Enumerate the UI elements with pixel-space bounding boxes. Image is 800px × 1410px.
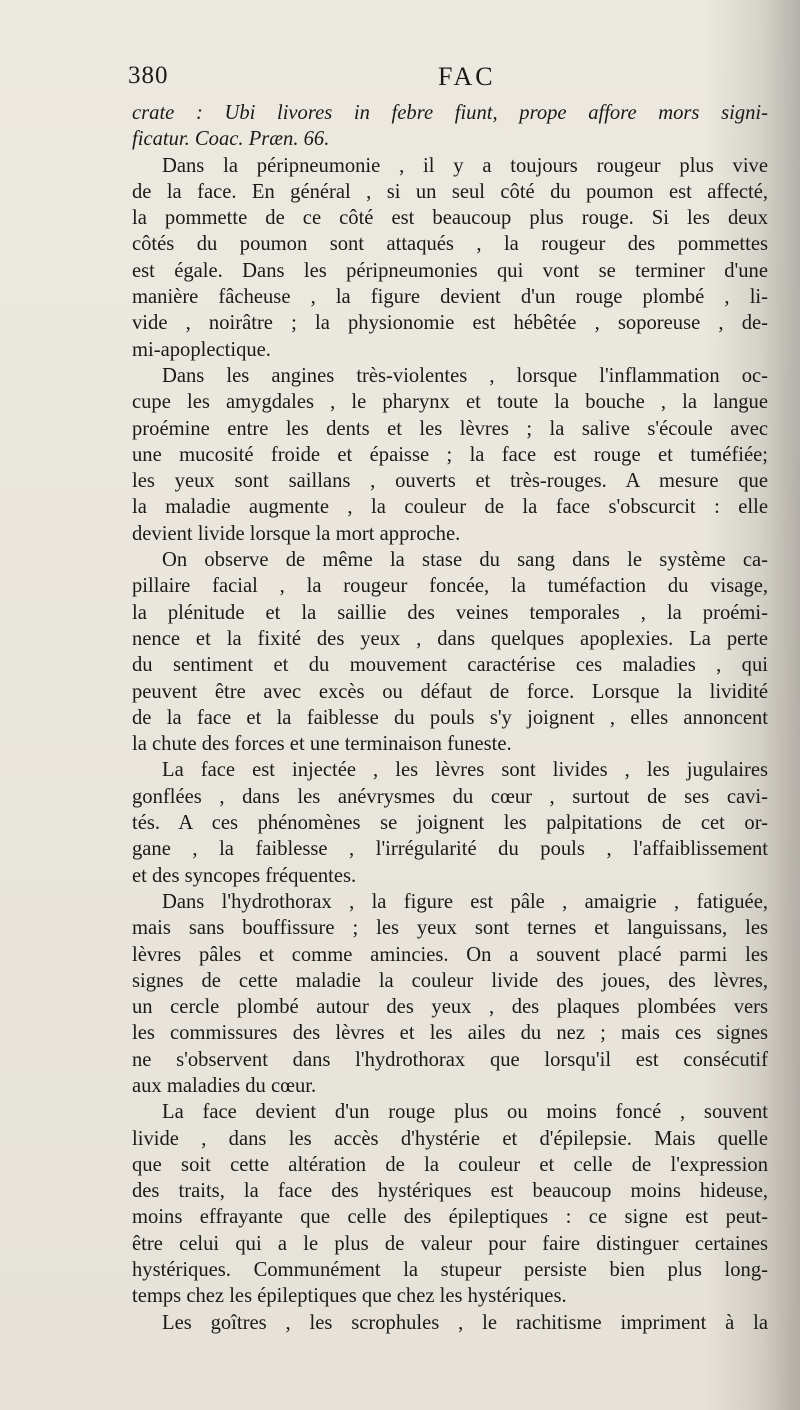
text-line: signes de cette maladie la couleur livide des joues, des lèvres, [132, 969, 768, 992]
text-line: la chute des forces et une terminaison funeste. [132, 733, 512, 756]
text-line: des traits, la face des hystériques est beaucoup moins hideuse, [132, 1180, 768, 1203]
text-line: tés. A ces phénomènes se joignent les palpitations de cet or- [132, 812, 768, 835]
body-text [132, 100, 768, 1336]
paragraph [132, 757, 768, 888]
page-number: 380 [128, 62, 169, 89]
page-header [128, 62, 768, 96]
text-line: la maladie augmente , la couleur de la face s'obscurcit : elle [132, 496, 768, 519]
text-line: Dans les angines très-violentes , lorsque l'inflammation oc- [162, 364, 768, 387]
paragraph [132, 547, 768, 757]
text-line: ne s'observent dans l'hydrothorax que lorsqu'il est consécutif [132, 1048, 768, 1071]
text-line: du sentiment et du mouvement caractérise ces maladies , qui [132, 654, 768, 677]
text-line: peuvent être avec excès ou défaut de force. Lorsque la lividité [132, 680, 768, 703]
paragraph [132, 100, 768, 153]
text-line: côtés du poumon sont attaqués , la rougeur des pommettes [132, 233, 768, 256]
text-line: nence et la fixité des yeux , dans quelques apoplexies. La perte [132, 627, 768, 650]
text-line: mais sans bouffissure ; les yeux sont ternes et languissans, les [132, 917, 768, 940]
text-line: la plénitude et la saillie des veines temporales , la proémi- [132, 601, 768, 624]
paragraph [132, 1310, 768, 1336]
text-line: mi-apoplectique. [132, 338, 271, 361]
text-line: est égale. Dans les péripneumonies qui vont se terminer d'une [132, 259, 768, 282]
text-line: proémine entre les dents et les lèvres ; la salive s'écoule avec [132, 417, 768, 440]
text-line: hystériques. Communément la stupeur persiste bien plus long- [132, 1259, 768, 1282]
text-line: La face devient d'un rouge plus ou moins foncé , souvent [162, 1101, 768, 1124]
text-line: un cercle plombé autour des yeux , des plaques plombées vers [132, 996, 768, 1019]
text-line: une mucosité froide et épaisse ; la face est rouge et tuméfiée; [132, 443, 768, 466]
text-line: être celui qui a le plus de valeur pour faire distinguer certaines [132, 1232, 768, 1255]
text-line: ficatur. Coac. Præn. 66. [132, 128, 330, 151]
text-line: les yeux sont saillans , ouverts et très-rouges. A mesure que [132, 470, 768, 493]
text-line: gonflées , dans les anévrysmes du cœur , surtout de ses cavi- [132, 785, 768, 808]
text-line: de la face. En général , si un seul côté du poumon est affecté, [132, 180, 768, 203]
text-line: vide , noirâtre ; la physionomie est hébêtée , soporeuse , de- [132, 312, 768, 335]
text-line: lèvres pâles et comme amincies. On a souvent placé parmi les [132, 943, 768, 966]
text-line: manière fâcheuse , la figure devient d'un rouge plombé , li- [132, 286, 768, 309]
text-line: aux maladies du cœur. [132, 1074, 317, 1097]
text-line: de la face et la faiblesse du pouls s'y joignent , elles annoncent [132, 706, 768, 729]
text-line: pillaire facial , la rougeur foncée, la tuméfaction du visage, [132, 575, 768, 598]
paragraph [132, 889, 768, 1099]
running-head: FAC [438, 62, 496, 91]
text-line: et des syncopes fréquentes. [132, 864, 357, 887]
text-line: devient livide lorsque la mort approche. [132, 522, 461, 545]
text-line: que soit cette altération de la couleur et celle de l'expression [132, 1153, 768, 1176]
text-line: La face est injectée , les lèvres sont livides , les jugulaires [162, 759, 768, 782]
text-line: crate : Ubi livores in febre fiunt, prope affore mors signi- [132, 102, 768, 124]
text-line: livide , dans les accès d'hystérie et d'épilepsie. Mais quelle [132, 1127, 768, 1150]
text-line: gane , la faiblesse , l'irrégularité du pouls , l'affaiblissement [132, 838, 768, 861]
text-line: cupe les amygdales , le pharynx et toute la bouche , la langue [132, 391, 768, 414]
text-line: Dans la péripneumonie , il y a toujours rougeur plus vive [162, 154, 768, 177]
text-line: Les goîtres , les scrophules , le rachitisme impriment à la [162, 1311, 768, 1334]
text-line: Dans l'hydrothorax , la figure est pâle , amaigrie , fatiguée, [162, 890, 768, 913]
text-line: moins effrayante que celle des épileptiques : ce signe est peut- [132, 1206, 768, 1229]
text-line: temps chez les épileptiques que chez les hystériques. [132, 1285, 567, 1308]
text-line: les commissures des lèvres et les ailes du nez ; mais ces signes [132, 1022, 768, 1045]
text-line: On observe de même la stase du sang dans le système ca- [162, 549, 768, 572]
text-line: la pommette de ce côté est beaucoup plus rouge. Si les deux [132, 207, 768, 230]
paragraph [132, 363, 768, 547]
paragraph [132, 1099, 768, 1309]
paragraph [132, 153, 768, 363]
